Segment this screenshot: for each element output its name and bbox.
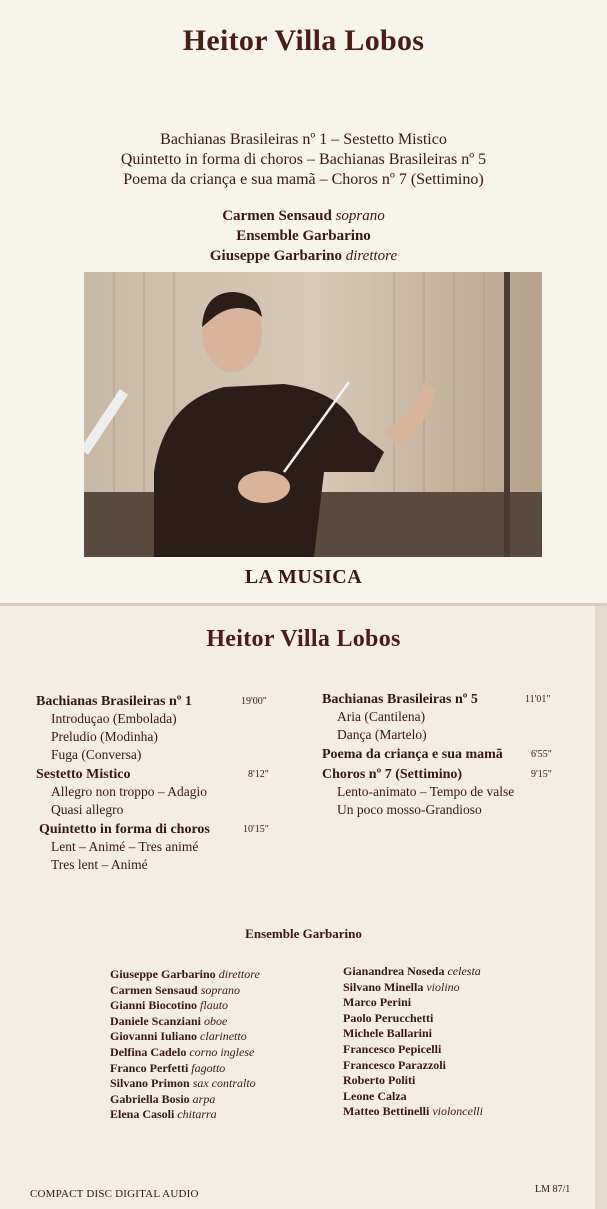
musician: Delfina Cadelo corno inglese xyxy=(110,1044,255,1059)
performer-role: direttore xyxy=(345,248,398,264)
tracklist-left xyxy=(36,694,269,874)
movement: Tres lent – Animé xyxy=(51,857,148,872)
work-title: Sestetto Mistico 8'12" xyxy=(36,767,269,782)
work-title: Quintetto in forma di choros 10'15" xyxy=(39,822,269,837)
musician: Giovanni Iuliano clarinetto xyxy=(110,1029,247,1044)
work-title: Choros nº 7 (Settimino) 9'15" xyxy=(322,767,552,782)
back-cover xyxy=(0,606,607,1209)
musician: Marco Perini xyxy=(343,995,412,1010)
performer-line xyxy=(0,246,607,266)
performer-line xyxy=(0,226,607,246)
musician: Daniele Scanziani oboe xyxy=(110,1013,228,1028)
record-label: LA MUSICA xyxy=(244,566,363,588)
movement: Allegro non troppo – Adagio xyxy=(51,784,207,799)
front-performers xyxy=(0,206,607,266)
musician: Roberto Politi xyxy=(343,1073,416,1088)
musicians-right xyxy=(343,964,483,1120)
case-edge xyxy=(595,606,607,1209)
back-title: Heitor Villa Lobos xyxy=(206,626,401,652)
work-title: Bachianas Brasileiras nº 1 19'00" xyxy=(36,694,267,709)
front-work-line: Poema da criança e sua mamã – Choros nº 7 (Settimino) xyxy=(123,171,484,188)
musician: Matteo Bettinelli violoncelli xyxy=(343,1104,483,1119)
musician: Gianandrea Noseda celesta xyxy=(343,964,481,978)
musician: Michele Ballarini xyxy=(343,1026,432,1041)
ensemble-heading: Ensemble Garbarino xyxy=(245,926,362,941)
musician: Carmen Sensaud soprano xyxy=(110,982,241,997)
musician: Francesco Parazzoli xyxy=(343,1057,446,1072)
movement: Lento-animato – Tempo de valse xyxy=(337,784,515,799)
tracklist-right xyxy=(322,692,552,819)
work-duration: 9'15" xyxy=(531,769,552,780)
musician: Franco Perfetti fagotto xyxy=(110,1060,226,1075)
performer-name: Ensemble Garbarino xyxy=(236,228,371,244)
movement: Introduçao (Embolada) xyxy=(51,711,177,726)
front-title: Heitor Villa Lobos xyxy=(182,24,425,57)
movement: Fuga (Conversa) xyxy=(51,747,142,762)
musicians-left xyxy=(110,967,260,1123)
catalog-number: LM 87/1 xyxy=(535,1184,571,1195)
musician: Giuseppe Garbarino direttore xyxy=(110,967,260,981)
front-works-list xyxy=(0,130,607,190)
conductor-photo xyxy=(84,272,542,557)
movement: Lent – Animé – Tres animé xyxy=(51,839,199,854)
work-duration: 11'01" xyxy=(525,694,551,705)
work-duration: 8'12" xyxy=(248,769,269,780)
movement: Preludio (Modinha) xyxy=(51,729,158,744)
work-duration: 10'15" xyxy=(243,824,269,835)
movement: Aria (Cantilena) xyxy=(337,709,426,724)
movement: Dança (Martelo) xyxy=(337,727,427,742)
conductor-photo-illustration xyxy=(84,272,542,557)
front-work-line: Quintetto in forma di choros – Bachianas Brasileiras nº 5 xyxy=(120,151,487,168)
musician: Leone Calza xyxy=(343,1088,407,1103)
musician: Elena Casoli chitarra xyxy=(110,1107,217,1122)
performer-name: Carmen Sensaud xyxy=(222,208,332,224)
musician: Paolo Perucchetti xyxy=(343,1010,434,1025)
work-duration: 6'55" xyxy=(531,749,552,760)
musician: Francesco Pepicelli xyxy=(343,1041,442,1056)
musician: Gianni Biocotino flauto xyxy=(110,998,229,1013)
front-work-line: Bachianas Brasileiras nº 1 – Sestetto Mistico xyxy=(160,131,447,148)
movement: Un poco mosso-Grandioso xyxy=(337,802,482,817)
work-title: Bachianas Brasileiras nº 5 11'01" xyxy=(322,692,551,707)
compact-disc-footer: COMPACT DISC DIGITAL AUDIO xyxy=(30,1188,199,1200)
work-title: Poema da criança e sua mamã 6'55" xyxy=(322,747,552,762)
performer-role: soprano xyxy=(335,208,385,224)
musician: Gabriella Bosio arpa xyxy=(110,1091,216,1106)
musician: Silvano Primon sax contralto xyxy=(110,1076,256,1091)
performer-name: Giuseppe Garbarino xyxy=(209,248,342,264)
performer-line xyxy=(0,206,607,226)
front-cover xyxy=(0,0,607,603)
work-duration: 19'00" xyxy=(241,696,267,707)
movement: Quasi allegro xyxy=(51,802,124,817)
musician: Silvano Minella violino xyxy=(343,979,460,994)
